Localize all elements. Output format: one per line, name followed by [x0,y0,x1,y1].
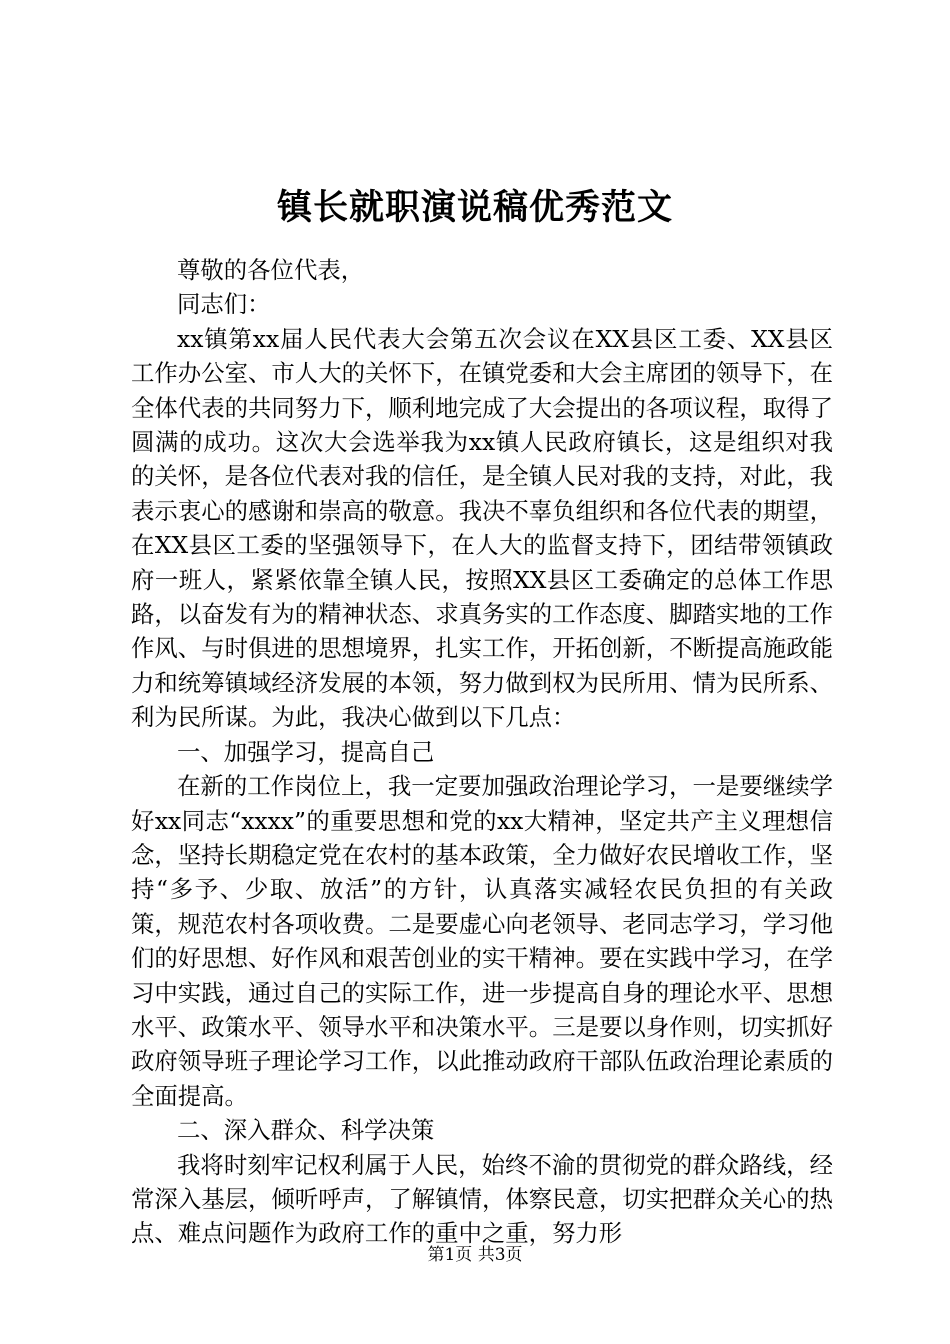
salutation-paragraph: 尊敬的各位代表， [177,256,365,284]
body-paragraph: xx镇第xx届人民代表大会第五次会议在XX县区工委、XX县区工作办公室、市人大的关怀下，在镇党委和大会主席团的领导下，在全体代表的共同努力下，顺利地完成了大会提出的各项议程，取得了圆满的成功。这次大会选举我为xx镇人民政府镇长，这是组织对我的关怀，是各位代表对我的信任，是全镇人民对我的支持，对此，我表示衷心的感谢和崇高的敬意。我决不辜负组织和各位代表的期望，在XX县区工委的坚强领导下，在人大的监督支持下，团结带领镇政府一班人，紧紧依靠全镇人民，按照XX县区工委确定的总体工作思路，以奋发有为的精神状态、求真务实的工作态度、脚踏实地的工作作风、与时俱进的思想境界，扎实工作，开拓创新，不断提高施政能力和统筹镇域经济发展的本领，努力做到权为民所用、情为民所系、利为民所谋。为此，我决心做到以下几点： [131,324,833,732]
page-number-footer: 第1页 共3页 [427,1245,523,1265]
document-title: 镇长就职演说稿优秀范文 [276,187,673,228]
body-paragraph: 在新的工作岗位上，我一定要加强政治理论学习，一是要继续学好xx同志“xxxx”的重要思想和党的xx大精神，坚定共产主义理想信念，坚持长期稳定党在农村的基本政策，全力做好农民增收工作，坚持“多予、少取、放活”的方针，认真落实减轻农民负担的有关政策，规范农村各项收费。二是要虚心向老领导、老同志学习，学习他们的好思想、好作风和艰苦创业的实干精神。要在实践中学习，在学习中实践，通过自己的实际工作，进一步提高自身的理论水平、思想水平、政策水平、领导水平和决策水平。三是要以身作则，切实抓好政府领导班子理论学习工作，以此推动政府干部队伍政治理论素质的全面提高。 [131,772,833,1110]
section-heading: 二、深入群众、科学决策 [177,1116,435,1145]
document-body [131,253,833,1251]
body-paragraph: 我将时刻牢记权利属于人民，始终不渝的贯彻党的群众路线，经常深入基层，倾听呼声，了解镇情，体察民意，切实把群众关心的热点、难点问题作为政府工作的重中之重，努力形 [131,1150,833,1248]
salutation-paragraph: 同志们： [177,290,271,319]
section-heading: 一、加强学习，提高自己 [177,737,435,766]
